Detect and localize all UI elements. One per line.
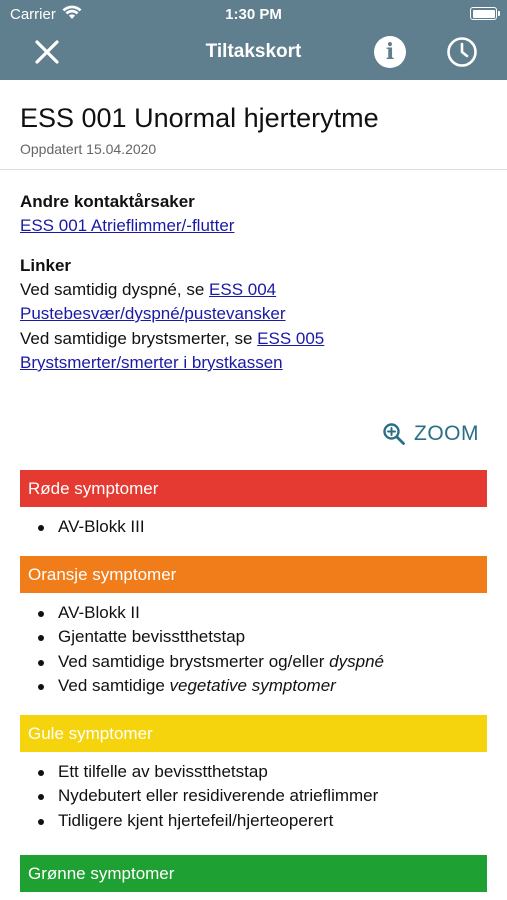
list-item-text: Ved samtidige brystsmerter og/eller [58, 651, 330, 671]
battery-icon [470, 7, 497, 20]
ess005-link[interactable]: ESS 005 [257, 328, 325, 348]
red-symptoms-header[interactable]: Røde symptomer [20, 470, 487, 507]
symptom-list [0, 470, 507, 892]
list-item: Nydebutert eller residiverende atrieflimmer [58, 784, 507, 809]
title-block [0, 80, 507, 170]
other-reasons-heading: Andre kontaktårsaker [20, 192, 195, 211]
zoom-in-icon [382, 422, 406, 446]
list-item-emphasis: dyspné [329, 651, 384, 671]
page-title: Tiltakskort [205, 41, 302, 62]
carrier-label: Carrier [10, 6, 56, 23]
list-item: AV-Blokk III [58, 515, 507, 540]
zoom-button[interactable] [382, 422, 479, 446]
list-item: Gjentatte bevisstthetstap [58, 625, 507, 650]
link-line-dyspne [20, 278, 487, 303]
ess004-link[interactable]: ESS 004 [209, 279, 277, 299]
links-heading: Linker [20, 255, 72, 275]
orange-symptoms-list [0, 601, 507, 699]
link-line-brystsmerter [20, 327, 487, 352]
list-item-emphasis: vegetative symptomer [169, 676, 336, 695]
list-item-text: Ved samtidige [58, 676, 170, 695]
list-item [58, 650, 507, 675]
yellow-symptoms-list [0, 760, 507, 834]
green-symptoms-header[interactable]: Grønne symptomer [20, 855, 487, 892]
atrieflimmer-link[interactable]: ESS 001 Atrieflimmer/-flutter [20, 216, 235, 235]
ess004-title-link[interactable]: Pustebesvær/dyspné/pustevansker [20, 304, 286, 323]
info-icon[interactable]: i [374, 36, 406, 68]
orange-symptoms-header[interactable]: Oransje symptomer [20, 556, 487, 593]
ess005-title-link[interactable]: Brystsmerter/smerter i brystkassen [20, 353, 283, 372]
status-time: 1:30 PM [225, 6, 282, 23]
list-item: AV-Blokk II [58, 601, 507, 626]
navigation-bar [0, 28, 507, 78]
clock-icon[interactable] [446, 36, 478, 68]
red-symptoms-list [0, 515, 507, 540]
list-item: Tidligere kjent hjertefeil/hjerteoperert [58, 809, 507, 834]
status-bar [0, 0, 507, 28]
link-line-brystsmerter-text: Ved samtidige brystsmerter, se [20, 328, 258, 348]
list-item: Ett tilfelle av bevisstthetstap [58, 760, 507, 785]
zoom-label: ZOOM [414, 422, 479, 445]
link-line-dyspne-text: Ved samtidig dyspné, se [20, 279, 210, 299]
app-header [0, 0, 507, 80]
updated-date: Oppdatert 15.04.2020 [20, 141, 157, 157]
links-section [0, 254, 507, 376]
list-item [58, 674, 507, 699]
yellow-symptoms-header[interactable]: Gule symptomer [20, 715, 487, 752]
other-reasons-section [0, 190, 507, 239]
card-title: ESS 001 Unormal hjerterytme [20, 103, 379, 133]
